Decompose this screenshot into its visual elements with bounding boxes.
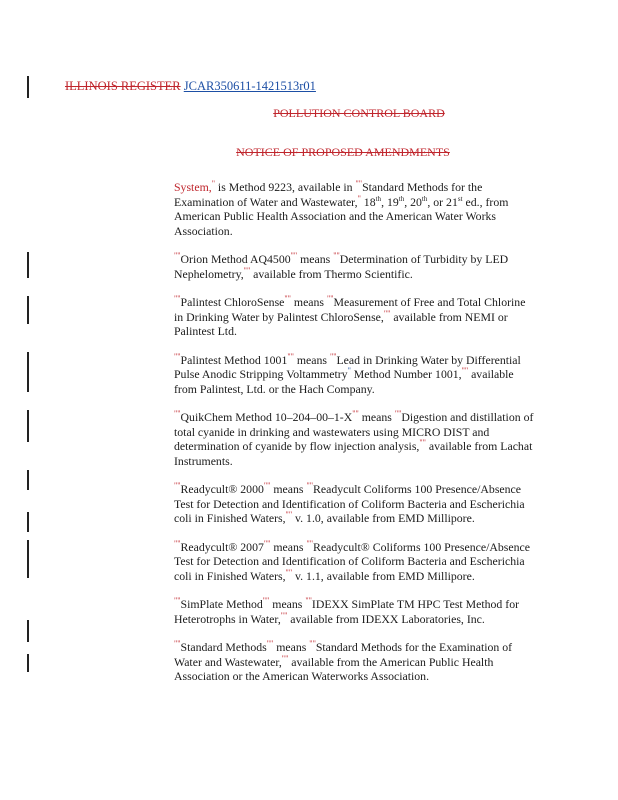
definition-paragraph: ""Readycult® 2000"" means ""Readycult Coliforms 100 Presence/Absence Test for Detection and Identification of Coliform Bacteria and Escherichia coli in Finished Waters,"" v. 1.0, available from EMD Millipore.	[174, 481, 525, 525]
definition-paragraph: ""Readycult® 2007"" means ""Readycult® Coliforms 100 Presence/Absence Test for Detection and Identification of Coliform Bacteria and Escherichia coli in Finished Waters,"" v. 1.1, available from EMD Millipore.	[174, 538, 530, 583]
notice-title: NOTICE OF PROPOSED AMENDMENTS	[236, 145, 450, 159]
change-bar	[27, 512, 29, 532]
definition-paragraph: ""SimPlate Method"" means ""IDEXX SimPlate TM HPC Test Method for Heterotrophs in Water,"" available from IDEXX Laboratories, Inc.	[174, 596, 520, 626]
board-title: POLLUTION CONTROL BOARD	[273, 106, 445, 120]
definition-paragraph: System," is Method 9223, available in ""Standard Methods for the Examination of Water and Wastewater," 18th, 19th, 20th, or 21st ed., from American Public Health Association and the American Water Works Association.	[174, 179, 509, 238]
change-bar	[27, 654, 29, 672]
jcar-id: JCAR350611-1421513r01	[183, 79, 316, 93]
change-bar	[27, 470, 29, 490]
definition-paragraph: ""Palintest Method 1001"" means ""Lead in Drinking Water by Differential Pulse Anodic Stripping Voltammetry" Method Number 1001,"" available from Palintest, Ltd. or the Hach Company.	[174, 351, 521, 396]
definition-paragraph: ""Standard Methods"" means ""Standard Methods for the Examination of Water and Wastewater,"" available from the American Public Health Association or the American Waterworks Association.	[174, 639, 513, 683]
definition-paragraph: ""Palintest ChloroSense"" means ""Measurement of Free and Total Chlorine in Drinking Water by Palintest ChloroSense,"" available from NEMI or Palintest Ltd.	[174, 294, 526, 338]
change-bar	[27, 252, 29, 278]
change-bar	[27, 352, 29, 392]
change-bar	[27, 410, 29, 442]
page-header	[65, 79, 316, 94]
change-bar	[27, 620, 29, 642]
register-title: ILLINOIS REGISTER	[65, 79, 181, 93]
definitions-body	[174, 180, 536, 698]
change-bar	[27, 296, 29, 324]
change-bar	[27, 76, 29, 98]
definition-paragraph: ""Orion Method AQ4500"" means ""Determination of Turbidity by LED Nephelometry,"" available from Thermo Scientific.	[174, 251, 509, 281]
definition-paragraph: ""QuikChem Method 10–204–00–1-X"" means ""Digestion and distillation of total cyanide in drinking and wastewaters using MICRO DIST and determination of cyanide by flow injection analysis,"" available from Lachat Instruments.	[174, 409, 534, 468]
change-bar	[27, 540, 29, 578]
